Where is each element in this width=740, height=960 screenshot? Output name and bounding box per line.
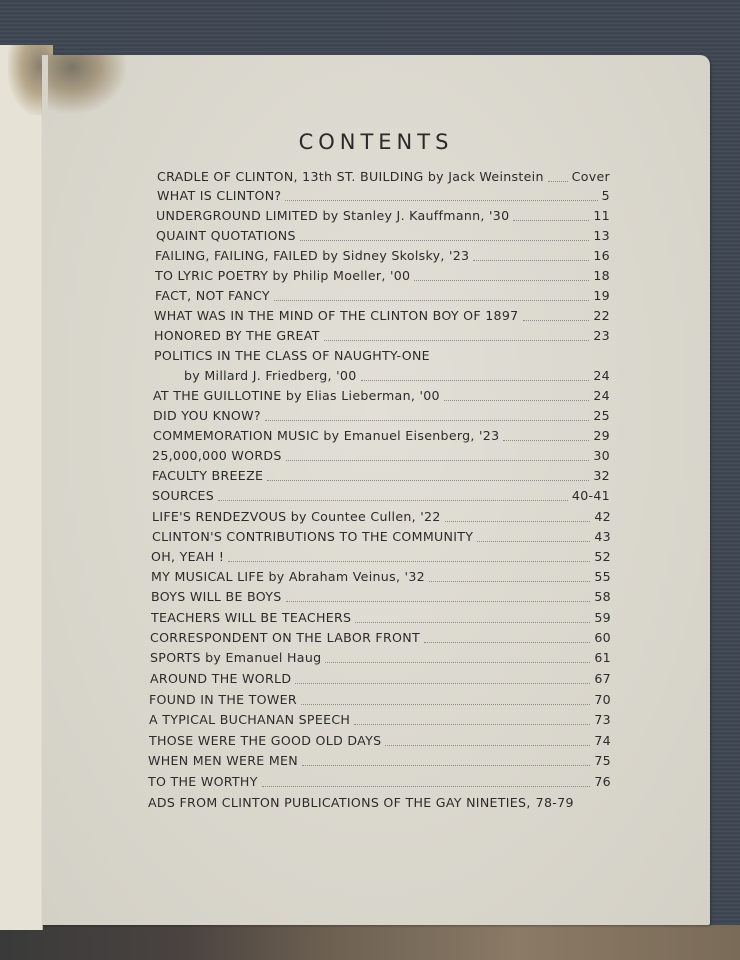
toc-entry (149, 691, 611, 709)
dot-leader (300, 239, 590, 241)
entry-page: 59 (594, 610, 611, 625)
dot-leader (228, 560, 590, 562)
entry-page: 23 (593, 328, 610, 343)
floor-background (0, 925, 740, 960)
toc-entry (150, 670, 611, 688)
dot-leader (262, 785, 591, 787)
entry-page: 52 (594, 549, 611, 564)
dot-leader (267, 479, 589, 481)
entry-title: QUAINT QUOTATIONS (156, 228, 296, 243)
entry-title: BOYS WILL BE BOYS (151, 589, 282, 604)
dot-leader (354, 723, 590, 725)
entry-page: 61 (594, 650, 611, 665)
entry-page: 19 (593, 288, 610, 303)
dot-leader (429, 580, 590, 582)
entry-title: A TYPICAL BUCHANAN SPEECH (149, 712, 351, 727)
entry-title: 25,000,000 WORDS (152, 448, 282, 463)
dot-leader (385, 744, 590, 746)
dot-leader (302, 764, 590, 766)
entry-title: AROUND THE WORLD (150, 671, 292, 686)
entry-page: 42 (594, 509, 611, 524)
dot-leader (361, 379, 590, 381)
toc-entry (152, 447, 610, 465)
dot-leader (445, 520, 591, 522)
toc-entry (152, 528, 611, 546)
entry-title: WHAT WAS IN THE MIND OF THE CLINTON BOY OF 1897 (154, 308, 519, 323)
entry-page: 16 (593, 248, 610, 263)
toc-entry (153, 387, 610, 405)
entry-title: COMMEMORATION MUSIC by Emanuel Eisenberg, '23 (153, 428, 500, 443)
page-title: CONTENTS (298, 130, 454, 154)
entry-page: 73 (594, 712, 611, 727)
entry-page: 76 (594, 774, 611, 789)
entry-title: DID YOU KNOW? (153, 408, 261, 423)
entry-title: THOSE WERE THE GOOD OLD DAYS (149, 733, 382, 748)
entry-title: CRADLE OF CLINTON, 13th ST. BUILDING by Jack Weinstein (157, 169, 544, 184)
toc-entry (148, 773, 611, 791)
toc-entry (153, 407, 610, 425)
entry-title: LIFE'S RENDEZVOUS by Countee Cullen, '22 (152, 509, 441, 524)
toc-entry (152, 487, 610, 505)
entry-page: 11 (593, 208, 610, 223)
entry-title: FACT, NOT FANCY (155, 288, 270, 303)
toc-entry (152, 467, 610, 485)
dot-leader (424, 641, 590, 643)
left-page-edge (0, 45, 43, 930)
entry-title: CORRESPONDENT ON THE LABOR FRONT (150, 630, 420, 645)
toc-entry (148, 794, 611, 812)
dot-leader (513, 219, 589, 221)
dot-leader (218, 499, 568, 501)
dot-leader (477, 540, 590, 542)
toc-entry (155, 247, 610, 265)
entry-title: TO THE WORTHY (148, 774, 258, 789)
dot-leader (473, 259, 589, 261)
toc-entry (149, 711, 611, 729)
toc-entry (155, 287, 610, 305)
entry-page: 67 (594, 671, 611, 686)
contents-page (42, 55, 710, 925)
toc-entry (154, 347, 610, 365)
entry-title: SOURCES (152, 488, 215, 503)
entry-page: 30 (593, 448, 610, 463)
entry-page: 22 (593, 308, 610, 323)
entry-page: Cover (571, 169, 610, 184)
entry-title: WHEN MEN WERE MEN (148, 753, 299, 768)
dot-leader (286, 459, 590, 461)
entry-title: by Millard J. Friedberg, '00 (184, 368, 357, 383)
dot-leader (503, 439, 589, 441)
toc-entry (151, 548, 611, 566)
toc-entry (154, 367, 610, 385)
entry-title: WHAT IS CLINTON? (157, 188, 282, 203)
toc-entry (151, 609, 611, 627)
entry-title: TO LYRIC POETRY by Philip Moeller, '00 (155, 268, 411, 283)
entry-page: 75 (594, 753, 611, 768)
page-wear-stain (48, 55, 128, 115)
entry-title: AT THE GUILLOTINE by Elias Lieberman, '00 (153, 388, 440, 403)
toc-entry (150, 649, 611, 667)
toc-entry (153, 427, 610, 445)
entry-page: 29 (593, 428, 610, 443)
entry-page: 70 (594, 692, 611, 707)
entry-title: UNDERGROUND LIMITED by Stanley J. Kauffmann, '30 (156, 208, 510, 223)
entry-page: 43 (594, 529, 611, 544)
entry-page: 18 (593, 268, 610, 283)
entry-title: TEACHERS WILL BE TEACHERS (151, 610, 352, 625)
toc-entry (150, 629, 611, 647)
dot-leader (285, 199, 597, 201)
toc-entry (156, 207, 610, 225)
toc-entry (152, 508, 611, 526)
entry-title: FOUND IN THE TOWER (149, 692, 297, 707)
entry-title: SPORTS by Emanuel Haug (150, 650, 322, 665)
entry-page: 58 (594, 589, 611, 604)
entry-title: MY MUSICAL LIFE by Abraham Veinus, '32 (151, 569, 425, 584)
toc-entry (157, 187, 610, 205)
entry-title: FAILING, FAILING, FAILED by Sidney Skolsky, '23 (155, 248, 470, 263)
entry-title: OH, YEAH ! (151, 549, 225, 564)
dot-leader (325, 661, 590, 663)
entry-page: 5 (601, 188, 610, 203)
entry-page: 24 (593, 368, 610, 383)
toc-entry (148, 752, 611, 770)
dot-leader (414, 279, 589, 281)
dot-leader (548, 180, 568, 182)
entry-page: 40-41 (571, 488, 610, 503)
dot-leader (295, 682, 590, 684)
entry-page: 13 (593, 228, 610, 243)
toc-entry (151, 568, 611, 586)
entry-title: HONORED BY THE GREAT (154, 328, 320, 343)
dot-leader (324, 339, 590, 341)
entry-title: ADS FROM CLINTON PUBLICATIONS OF THE GAY NINETIES, (148, 795, 531, 810)
dot-leader (274, 299, 589, 301)
dot-leader (301, 703, 590, 705)
toc-entry (155, 267, 610, 285)
dot-leader (444, 399, 590, 401)
entry-page: 74 (594, 733, 611, 748)
toc-entry (149, 732, 611, 750)
dot-leader (265, 419, 589, 421)
entry-page: 24 (593, 388, 610, 403)
entry-page: 78-79 (535, 795, 574, 810)
dot-leader (355, 621, 590, 623)
entry-title: CLINTON'S CONTRIBUTIONS TO THE COMMUNITY (152, 529, 474, 544)
entry-title: POLITICS IN THE CLASS OF NAUGHTY-ONE (154, 348, 430, 363)
dot-leader (523, 319, 590, 321)
entry-page: 32 (593, 468, 610, 483)
toc-entry (151, 588, 611, 606)
toc-entry (156, 227, 610, 245)
entry-page: 55 (594, 569, 611, 584)
dot-leader (286, 600, 591, 602)
toc-entry (154, 307, 610, 325)
toc-entry (154, 327, 610, 345)
toc-entry (157, 168, 610, 186)
entry-page: 60 (594, 630, 611, 645)
entry-page: 25 (593, 408, 610, 423)
entry-title: FACULTY BREEZE (152, 468, 264, 483)
